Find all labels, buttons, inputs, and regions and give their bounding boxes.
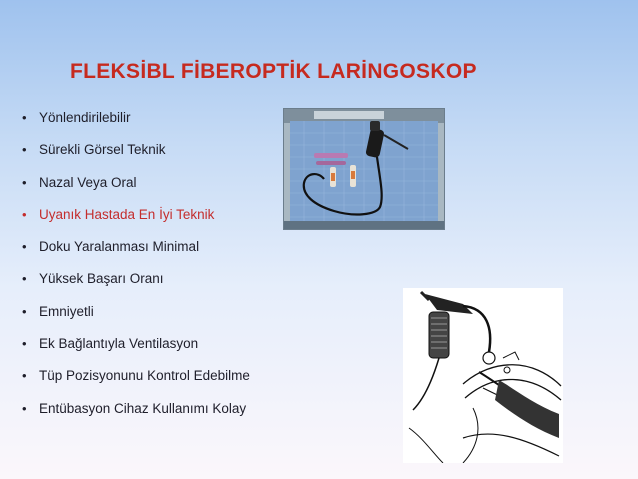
bullet-item-highlighted bbox=[22, 205, 250, 237]
bullet-text: Ek Bağlantıyla Ventilasyon bbox=[39, 336, 199, 352]
bullet-item bbox=[22, 108, 250, 140]
bullet-dot: • bbox=[22, 206, 27, 222]
bullet-text: Uyanık Hastada En İyi Teknik bbox=[39, 206, 215, 222]
bullet-item bbox=[22, 334, 250, 366]
bullet-text: Nazal Veya Oral bbox=[39, 174, 137, 190]
bullet-item bbox=[22, 173, 250, 205]
bullet-dot: • bbox=[22, 400, 27, 416]
bullet-text: Sürekli Görsel Teknik bbox=[39, 142, 166, 158]
bullet-dot: • bbox=[22, 174, 27, 190]
bullet-item bbox=[22, 269, 250, 301]
bullet-dot: • bbox=[22, 110, 27, 125]
slide-title: FLEKSİBL FİBEROPTİK LARİNGOSKOP bbox=[70, 60, 477, 83]
bullet-text: Tüp Pozisyonunu Kontrol Edebilme bbox=[39, 368, 250, 384]
bullet-item bbox=[22, 237, 250, 269]
bullet-text: Yönlendirilebilir bbox=[39, 110, 131, 125]
bullet-text: Yüksek Başarı Oranı bbox=[39, 271, 164, 287]
bullet-text: Entübasyon Cihaz Kullanımı Kolay bbox=[39, 400, 247, 416]
bullet-dot: • bbox=[22, 368, 27, 384]
bullet-item bbox=[22, 140, 250, 172]
bullet-list bbox=[22, 108, 250, 431]
intubation-illustration bbox=[403, 288, 563, 463]
bullet-dot: • bbox=[22, 303, 27, 319]
bullet-item bbox=[22, 366, 250, 398]
intubation-illustration-art bbox=[403, 288, 563, 463]
laryngoscope-photo-art bbox=[284, 109, 444, 229]
bullet-text: Doku Yaralanması Minimal bbox=[39, 239, 200, 255]
bullet-dot: • bbox=[22, 336, 27, 352]
bullet-text: Emniyetli bbox=[39, 303, 94, 319]
bullet-item bbox=[22, 302, 250, 334]
bullet-dot: • bbox=[22, 239, 27, 255]
bullet-dot: • bbox=[22, 271, 27, 287]
laryngoscope-photo bbox=[283, 108, 445, 230]
bullet-dot: • bbox=[22, 142, 27, 158]
bullet-item bbox=[22, 399, 250, 431]
